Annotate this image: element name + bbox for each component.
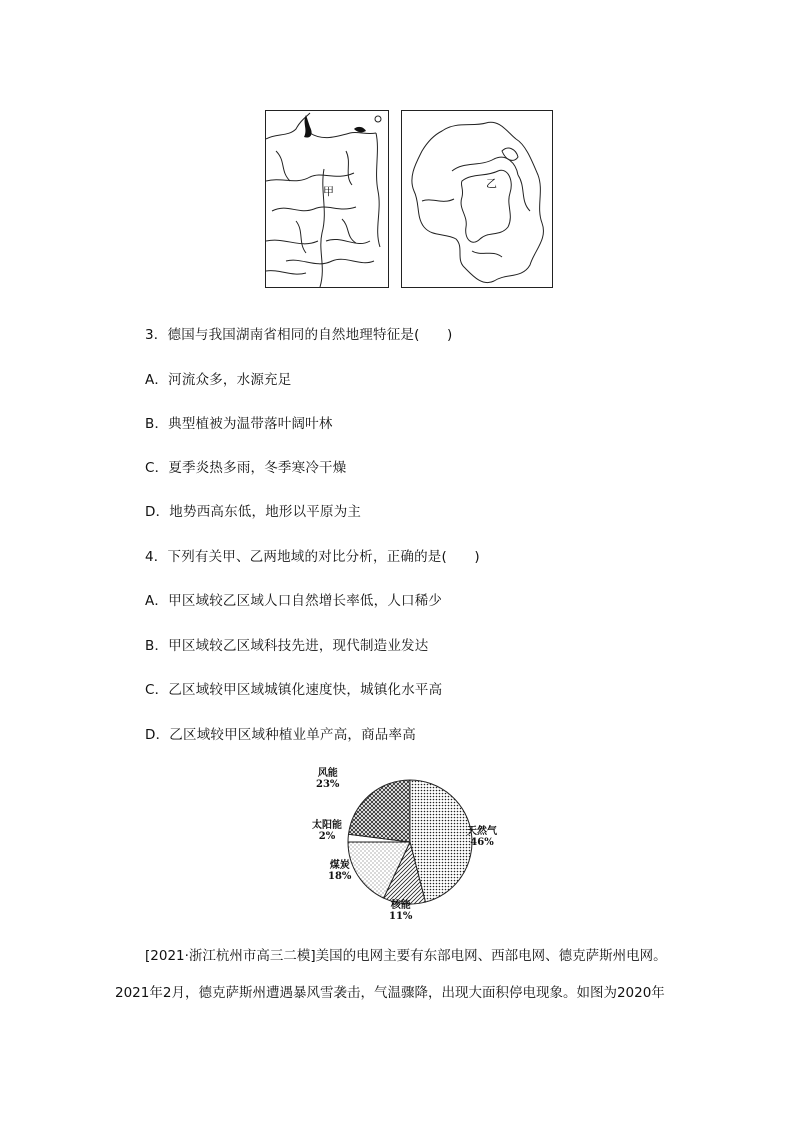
hunan-map-outline bbox=[402, 111, 552, 287]
question-3-option-a: A．河流众多，水源充足 bbox=[145, 372, 292, 388]
pie-label-solar bbox=[312, 820, 342, 842]
pie-label-wind bbox=[316, 768, 339, 790]
hunan-map bbox=[401, 110, 553, 288]
question-4-option-c: C．乙区域较甲区域城镇化速度快，城镇化水平高 bbox=[145, 682, 443, 698]
pie-label-coal bbox=[328, 860, 351, 882]
pie-label-natural-gas-value: 46% bbox=[470, 837, 494, 848]
pie-label-coal-value: 18% bbox=[328, 871, 352, 882]
passage-line-1: [2021·浙江杭州市高三二模]美国的电网主要有东部电网、西部电网、德克萨斯州电网。 bbox=[145, 948, 667, 964]
question-4-stem: 4．下列有关甲、乙两地域的对比分析，正确的是( ) bbox=[145, 549, 480, 565]
pie-label-wind-value: 23% bbox=[316, 779, 340, 790]
pie-label-nuclear-name: 核能 bbox=[390, 900, 411, 911]
question-3-option-b: B．典型植被为温带落叶阔叶林 bbox=[145, 416, 333, 432]
pie-label-coal-name: 煤炭 bbox=[329, 860, 350, 871]
question-3-stem: 3．德国与我国湖南省相同的自然地理特征是( ) bbox=[145, 327, 453, 343]
germany-map bbox=[265, 110, 389, 288]
germany-map-outline bbox=[266, 111, 388, 287]
pie-label-natural-gas bbox=[467, 826, 497, 848]
pie-label-natural-gas-name: 天然气 bbox=[467, 826, 497, 837]
pie-label-nuclear bbox=[389, 900, 412, 922]
question-4-option-d: D．乙区域较甲区域种植业单产高，商品率高 bbox=[145, 727, 416, 743]
pie-label-nuclear-value: 11% bbox=[389, 911, 413, 922]
question-4-option-b: B．甲区域较乙区域科技先进，现代制造业发达 bbox=[145, 638, 429, 654]
question-3-option-d: D．地势西高东低，地形以平原为主 bbox=[145, 504, 362, 520]
pie-label-wind-name: 风能 bbox=[317, 768, 338, 779]
question-4-option-a: A．甲区域较乙区域人口自然增长率低，人口稀少 bbox=[145, 593, 443, 609]
pie-slice-4 bbox=[348, 780, 410, 842]
map-label-yi: 乙 bbox=[486, 177, 497, 190]
pie-label-solar-value: 2% bbox=[318, 831, 336, 842]
map-label-jia: 甲 bbox=[323, 185, 334, 198]
question-3-option-c: C．夏季炎热多雨，冬季寒冷干燥 bbox=[145, 460, 347, 476]
energy-pie-chart bbox=[300, 762, 530, 930]
passage-line-2: 2021年2月，德克萨斯州遭遇暴风雪袭击，气温骤降，出现大面积停电现象。如图为2020年 bbox=[115, 985, 665, 1001]
pie-label-solar-name: 太阳能 bbox=[312, 820, 342, 831]
